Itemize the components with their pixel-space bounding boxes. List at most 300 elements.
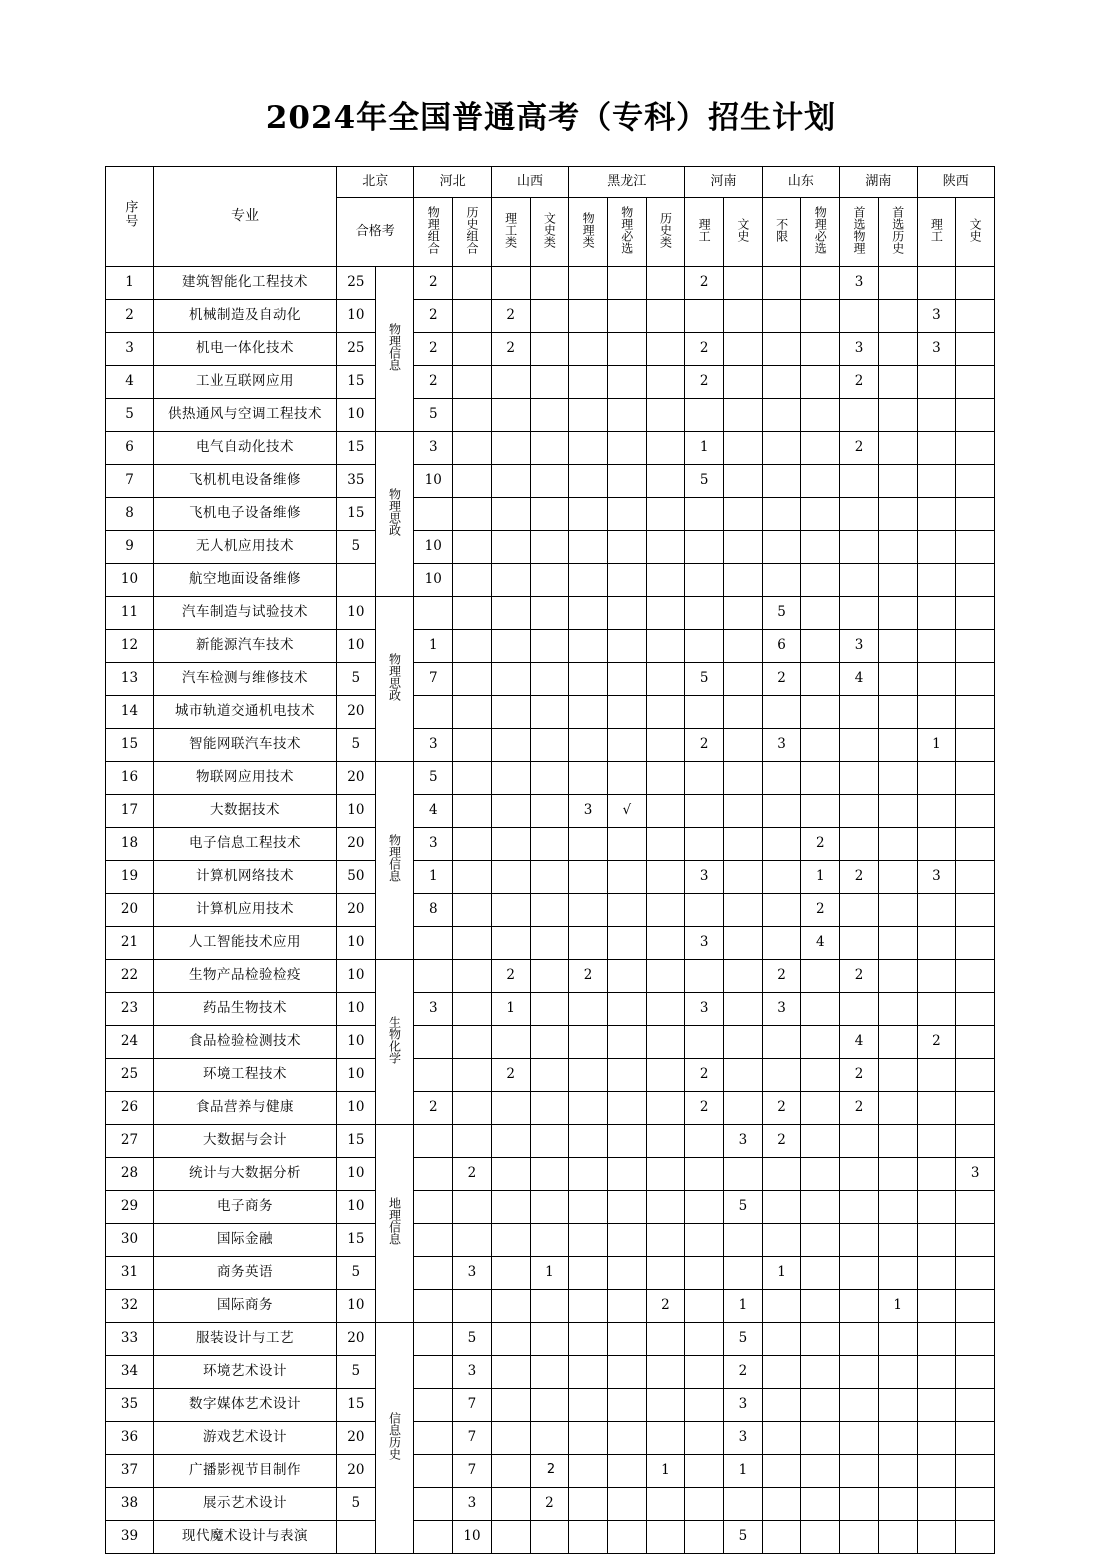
cell-heilongjiang-lishilei [646,1257,685,1290]
cell-beijing-hegekao: 10 [337,1059,376,1092]
cell-shaanxi-ligong [917,663,956,696]
cell-hebei-lishi [453,1191,492,1224]
cell-heilongjiang-wulilei [569,993,608,1026]
cell-beijing-hegekao: 20 [337,1422,376,1455]
cell-shanxi-wenshi [530,333,569,366]
cell-shaanxi-wenshi [956,366,995,399]
cell-heilongjiang-wulibixuan [607,366,646,399]
cell-shanxi-ligong [491,564,530,597]
cell-hunan-shouxuanwuli [840,1422,879,1455]
cell-henan-ligong [685,1356,724,1389]
cell-hebei-wuli: 2 [414,366,453,399]
cell-shanxi-ligong: 2 [491,333,530,366]
row-seq: 36 [106,1422,154,1455]
cell-shaanxi-wenshi [956,399,995,432]
cell-shandong-buxian [762,432,801,465]
cell-shanxi-ligong [491,531,530,564]
cell-shaanxi-wenshi [956,729,995,762]
cell-shandong-buxian: 2 [762,1092,801,1125]
table-row [106,1323,995,1356]
cell-shaanxi-wenshi [956,993,995,1026]
cell-shandong-buxian [762,267,801,300]
cell-beijing-hegekao: 15 [337,1224,376,1257]
cell-shandong-buxian: 3 [762,729,801,762]
cell-shandong-buxian [762,498,801,531]
row-seq: 9 [106,531,154,564]
cell-hebei-lishi [453,1125,492,1158]
cell-heilongjiang-lishilei [646,1026,685,1059]
cell-heilongjiang-wulibixuan [607,399,646,432]
cell-shandong-buxian [762,1389,801,1422]
cell-shandong-wulibixuan [801,366,840,399]
cell-shanxi-ligong [491,597,530,630]
table-row [106,597,995,630]
cell-heilongjiang-lishilei [646,465,685,498]
cell-heilongjiang-wulibixuan [607,1158,646,1191]
cell-hunan-shouxuanwuli [840,696,879,729]
cell-shaanxi-ligong [917,597,956,630]
cell-hebei-lishi [453,795,492,828]
cell-heilongjiang-lishilei [646,729,685,762]
cell-shanxi-ligong [491,696,530,729]
cell-shaanxi-ligong [917,1224,956,1257]
cell-heilongjiang-wulilei [569,399,608,432]
cell-henan-wenshi [724,894,763,927]
table-row [106,465,995,498]
table-row [106,1356,995,1389]
cell-heilongjiang-lishilei [646,1488,685,1521]
header-sub-shandong-wulibixuan [801,198,840,267]
cell-hunan-shouxuanlishi [878,993,917,1026]
header-sub-shaanxi-wenshi [956,198,995,267]
cell-shandong-wulibixuan: 4 [801,927,840,960]
cell-shandong-wulibixuan [801,333,840,366]
cell-heilongjiang-wulilei [569,1125,608,1158]
cell-shanxi-wenshi [530,1158,569,1191]
cell-shaanxi-wenshi [956,1092,995,1125]
cell-hebei-lishi [453,762,492,795]
cell-hebei-wuli [414,1323,453,1356]
cell-heilongjiang-wulibixuan [607,300,646,333]
cell-heilongjiang-lishilei [646,927,685,960]
row-seq: 23 [106,993,154,1026]
cell-shanxi-wenshi [530,597,569,630]
cell-shandong-wulibixuan [801,1092,840,1125]
cell-shaanxi-ligong [917,993,956,1026]
cell-heilongjiang-wulibixuan [607,960,646,993]
header-sub-shaanxi-wenshi-label: 文史 [968,217,983,242]
cell-hunan-shouxuanwuli: 2 [840,1059,879,1092]
cell-heilongjiang-wulibixuan [607,465,646,498]
cell-shandong-wulibixuan [801,993,840,1026]
cell-hebei-wuli: 1 [414,861,453,894]
cell-henan-ligong: 2 [685,366,724,399]
cell-shandong-wulibixuan [801,1224,840,1257]
cell-hebei-wuli [414,1158,453,1191]
table-row [106,894,995,927]
cell-heilongjiang-wulilei [569,564,608,597]
cell-heilongjiang-wulibixuan [607,1290,646,1323]
header-row-provinces [106,167,995,198]
cell-shandong-wulibixuan: 2 [801,828,840,861]
cell-shandong-buxian [762,333,801,366]
row-major-name: 计算机网络技术 [154,861,337,894]
cell-heilongjiang-lishilei: 1 [646,1455,685,1488]
cell-beijing-hegekao: 20 [337,1323,376,1356]
cell-henan-wenshi [724,795,763,828]
row-seq: 26 [106,1092,154,1125]
table-row [106,828,995,861]
cell-heilongjiang-wulilei [569,1092,608,1125]
table-row [106,399,995,432]
cell-hunan-shouxuanwuli [840,1488,879,1521]
cell-shaanxi-wenshi [956,663,995,696]
cell-heilongjiang-wulibixuan [607,729,646,762]
cell-hunan-shouxuanwuli: 2 [840,432,879,465]
cell-shanxi-ligong [491,1521,530,1554]
cell-shaanxi-ligong [917,1488,956,1521]
cell-beijing-hegekao: 25 [337,267,376,300]
cell-shanxi-wenshi [530,531,569,564]
cell-shanxi-wenshi [530,1191,569,1224]
cell-shanxi-ligong [491,1356,530,1389]
row-major-name: 大数据技术 [154,795,337,828]
header-province-henan: 河南 [685,167,762,198]
cell-hebei-lishi [453,267,492,300]
cell-beijing-hegekao: 20 [337,828,376,861]
cell-heilongjiang-lishilei [646,564,685,597]
cell-beijing-hegekao: 10 [337,1092,376,1125]
cell-shanxi-wenshi [530,762,569,795]
cell-henan-wenshi [724,531,763,564]
group-label-text: 地理信息 [387,1197,402,1246]
cell-henan-wenshi [724,1257,763,1290]
cell-beijing-hegekao: 25 [337,333,376,366]
cell-hebei-lishi [453,1092,492,1125]
cell-shanxi-ligong [491,1422,530,1455]
cell-henan-ligong [685,762,724,795]
cell-henan-wenshi [724,927,763,960]
group-label [375,1323,414,1554]
cell-shaanxi-wenshi [956,1521,995,1554]
cell-shaanxi-ligong [917,1059,956,1092]
cell-henan-ligong [685,1125,724,1158]
cell-hunan-shouxuanwuli [840,498,879,531]
cell-heilongjiang-wulibixuan [607,894,646,927]
cell-heilongjiang-lishilei [646,1422,685,1455]
cell-shandong-wulibixuan [801,267,840,300]
cell-beijing-hegekao: 20 [337,762,376,795]
cell-beijing-hegekao: 10 [337,960,376,993]
cell-hunan-shouxuanlishi [878,333,917,366]
cell-hebei-wuli: 3 [414,432,453,465]
cell-henan-wenshi [724,993,763,1026]
table-row [106,762,995,795]
cell-shandong-buxian: 2 [762,1125,801,1158]
cell-heilongjiang-lishilei [646,399,685,432]
header-province-shaanxi: 陕西 [917,167,994,198]
row-seq: 3 [106,333,154,366]
cell-shanxi-wenshi [530,1356,569,1389]
cell-shandong-wulibixuan [801,1521,840,1554]
cell-heilongjiang-lishilei [646,432,685,465]
cell-shandong-buxian [762,1323,801,1356]
cell-hunan-shouxuanlishi [878,597,917,630]
row-major-name: 汽车检测与维修技术 [154,663,337,696]
row-seq: 16 [106,762,154,795]
cell-shandong-buxian [762,696,801,729]
admission-plan-table-wrapper [105,166,995,1554]
row-major-name: 物联网应用技术 [154,762,337,795]
cell-shaanxi-ligong [917,960,956,993]
row-seq: 21 [106,927,154,960]
cell-heilongjiang-lishilei [646,1521,685,1554]
cell-shaanxi-ligong [917,432,956,465]
cell-shanxi-ligong [491,1224,530,1257]
row-major-name: 新能源汽车技术 [154,630,337,663]
cell-hebei-wuli [414,1521,453,1554]
table-row [106,663,995,696]
cell-heilongjiang-wulilei [569,531,608,564]
cell-beijing-hegekao: 20 [337,894,376,927]
cell-beijing-hegekao: 5 [337,531,376,564]
cell-henan-ligong: 2 [685,729,724,762]
cell-shanxi-ligong [491,1290,530,1323]
cell-henan-ligong [685,531,724,564]
cell-shandong-buxian: 2 [762,663,801,696]
cell-shanxi-wenshi [530,1026,569,1059]
cell-hebei-wuli: 5 [414,399,453,432]
cell-heilongjiang-lishilei [646,861,685,894]
cell-shaanxi-wenshi [956,1191,995,1224]
cell-henan-ligong [685,1026,724,1059]
cell-hunan-shouxuanlishi [878,498,917,531]
group-label [375,432,414,597]
cell-hunan-shouxuanlishi [878,1422,917,1455]
cell-henan-ligong [685,1191,724,1224]
row-major-name: 展示艺术设计 [154,1488,337,1521]
cell-shanxi-wenshi [530,1389,569,1422]
cell-hebei-wuli [414,1257,453,1290]
row-major-name: 大数据与会计 [154,1125,337,1158]
table-row [106,993,995,1026]
cell-henan-ligong [685,564,724,597]
cell-shanxi-ligong: 2 [491,1059,530,1092]
cell-hunan-shouxuanwuli [840,1323,879,1356]
cell-beijing-hegekao: 10 [337,630,376,663]
cell-hebei-lishi [453,861,492,894]
cell-hunan-shouxuanwuli [840,564,879,597]
cell-heilongjiang-wulibixuan [607,432,646,465]
cell-henan-wenshi: 5 [724,1323,763,1356]
row-major-name: 电子信息工程技术 [154,828,337,861]
table-row [106,531,995,564]
header-sub-hebei-lishi [453,198,492,267]
cell-hebei-lishi [453,960,492,993]
cell-beijing-hegekao: 10 [337,927,376,960]
cell-heilongjiang-wulibixuan [607,1323,646,1356]
table-row [106,366,995,399]
cell-shandong-buxian [762,927,801,960]
header-sub-henan-ligong-label: 理工 [697,217,712,242]
cell-heilongjiang-lishilei [646,1059,685,1092]
cell-henan-ligong: 2 [685,333,724,366]
cell-shanxi-ligong [491,1158,530,1191]
cell-shandong-buxian: 5 [762,597,801,630]
header-sub-henan-ligong [685,198,724,267]
cell-beijing-hegekao: 15 [337,1125,376,1158]
cell-shaanxi-ligong [917,498,956,531]
cell-shandong-buxian: 6 [762,630,801,663]
cell-shandong-buxian [762,894,801,927]
cell-shanxi-wenshi [530,696,569,729]
cell-henan-wenshi [724,663,763,696]
cell-hunan-shouxuanlishi [878,630,917,663]
cell-shaanxi-wenshi [956,1323,995,1356]
cell-hebei-lishi [453,894,492,927]
cell-shaanxi-ligong [917,927,956,960]
admission-plan-table [105,166,995,1554]
row-major-name: 药品生物技术 [154,993,337,1026]
cell-shaanxi-ligong: 2 [917,1026,956,1059]
cell-heilongjiang-wulibixuan [607,696,646,729]
cell-shandong-wulibixuan [801,1488,840,1521]
header-province-hebei: 河北 [414,167,491,198]
cell-henan-ligong: 2 [685,1092,724,1125]
cell-shaanxi-ligong [917,1389,956,1422]
cell-heilongjiang-lishilei: 2 [646,1290,685,1323]
cell-hebei-wuli [414,597,453,630]
group-label [375,1125,414,1323]
cell-hebei-wuli [414,1224,453,1257]
row-major-name: 国际金融 [154,1224,337,1257]
cell-heilongjiang-lishilei [646,1356,685,1389]
cell-hunan-shouxuanlishi [878,1191,917,1224]
cell-hebei-wuli: 3 [414,828,453,861]
cell-shandong-wulibixuan [801,1356,840,1389]
row-seq: 7 [106,465,154,498]
cell-beijing-hegekao: 10 [337,597,376,630]
cell-shandong-buxian [762,1422,801,1455]
cell-hunan-shouxuanlishi [878,927,917,960]
group-label [375,267,414,432]
cell-hunan-shouxuanlishi [878,1389,917,1422]
cell-hebei-wuli: 1 [414,630,453,663]
cell-beijing-hegekao: 20 [337,1455,376,1488]
cell-hunan-shouxuanwuli [840,1224,879,1257]
table-row [106,1026,995,1059]
cell-henan-ligong [685,1323,724,1356]
cell-hebei-lishi: 5 [453,1323,492,1356]
cell-hunan-shouxuanwuli: 2 [840,960,879,993]
cell-heilongjiang-lishilei [646,366,685,399]
cell-henan-wenshi [724,564,763,597]
cell-hebei-wuli [414,1389,453,1422]
cell-heilongjiang-wulilei: 3 [569,795,608,828]
cell-hebei-lishi [453,597,492,630]
cell-beijing-hegekao [337,1521,376,1554]
cell-shandong-buxian [762,1158,801,1191]
cell-heilongjiang-wulibixuan [607,1389,646,1422]
cell-henan-ligong [685,399,724,432]
cell-beijing-hegekao: 50 [337,861,376,894]
cell-hebei-lishi [453,366,492,399]
cell-hunan-shouxuanwuli [840,1521,879,1554]
cell-hebei-wuli [414,1290,453,1323]
row-seq: 4 [106,366,154,399]
cell-hunan-shouxuanwuli: 4 [840,1026,879,1059]
cell-hunan-shouxuanlishi [878,267,917,300]
cell-heilongjiang-wulibixuan [607,663,646,696]
cell-shandong-wulibixuan [801,531,840,564]
cell-shandong-wulibixuan [801,696,840,729]
cell-shanxi-wenshi [530,465,569,498]
cell-beijing-hegekao: 10 [337,1191,376,1224]
cell-heilongjiang-wulilei [569,1026,608,1059]
cell-heilongjiang-lishilei [646,762,685,795]
cell-beijing-hegekao: 10 [337,795,376,828]
cell-shandong-buxian [762,399,801,432]
cell-shaanxi-ligong [917,564,956,597]
cell-heilongjiang-wulibixuan [607,531,646,564]
cell-heilongjiang-wulibixuan [607,1191,646,1224]
row-major-name: 环境工程技术 [154,1059,337,1092]
cell-hebei-wuli: 2 [414,300,453,333]
row-major-name: 商务英语 [154,1257,337,1290]
cell-heilongjiang-wulilei [569,597,608,630]
cell-hunan-shouxuanwuli [840,1257,879,1290]
header-sub-shandong-wulibixuan-label: 物理必选 [813,205,828,254]
cell-hebei-lishi [453,432,492,465]
cell-henan-wenshi [724,465,763,498]
group-label-text: 信息历史 [387,1411,402,1460]
cell-beijing-hegekao: 10 [337,1158,376,1191]
row-seq: 29 [106,1191,154,1224]
table-row [106,1224,995,1257]
cell-hunan-shouxuanlishi [878,795,917,828]
cell-hunan-shouxuanlishi [878,564,917,597]
cell-hunan-shouxuanlishi [878,366,917,399]
cell-shaanxi-ligong [917,399,956,432]
table-row [106,333,995,366]
cell-henan-ligong [685,795,724,828]
cell-heilongjiang-wulilei [569,1389,608,1422]
row-major-name: 机械制造及自动化 [154,300,337,333]
cell-henan-wenshi [724,399,763,432]
cell-hunan-shouxuanlishi [878,1257,917,1290]
row-seq: 15 [106,729,154,762]
cell-hebei-lishi [453,1224,492,1257]
cell-shaanxi-wenshi [956,795,995,828]
cell-heilongjiang-wulibixuan [607,1224,646,1257]
row-seq: 19 [106,861,154,894]
cell-hunan-shouxuanwuli [840,399,879,432]
cell-henan-ligong [685,1422,724,1455]
cell-henan-wenshi: 1 [724,1290,763,1323]
cell-shanxi-wenshi [530,300,569,333]
cell-hebei-wuli [414,927,453,960]
cell-shaanxi-wenshi [956,333,995,366]
cell-henan-wenshi: 3 [724,1422,763,1455]
cell-hunan-shouxuanlishi [878,1059,917,1092]
cell-shanxi-wenshi [530,663,569,696]
cell-shaanxi-wenshi [956,927,995,960]
cell-shandong-buxian [762,1356,801,1389]
header-province-heilongjiang: 黑龙江 [569,167,685,198]
cell-shanxi-ligong [491,894,530,927]
cell-shaanxi-wenshi: 3 [956,1158,995,1191]
cell-beijing-hegekao: 5 [337,729,376,762]
